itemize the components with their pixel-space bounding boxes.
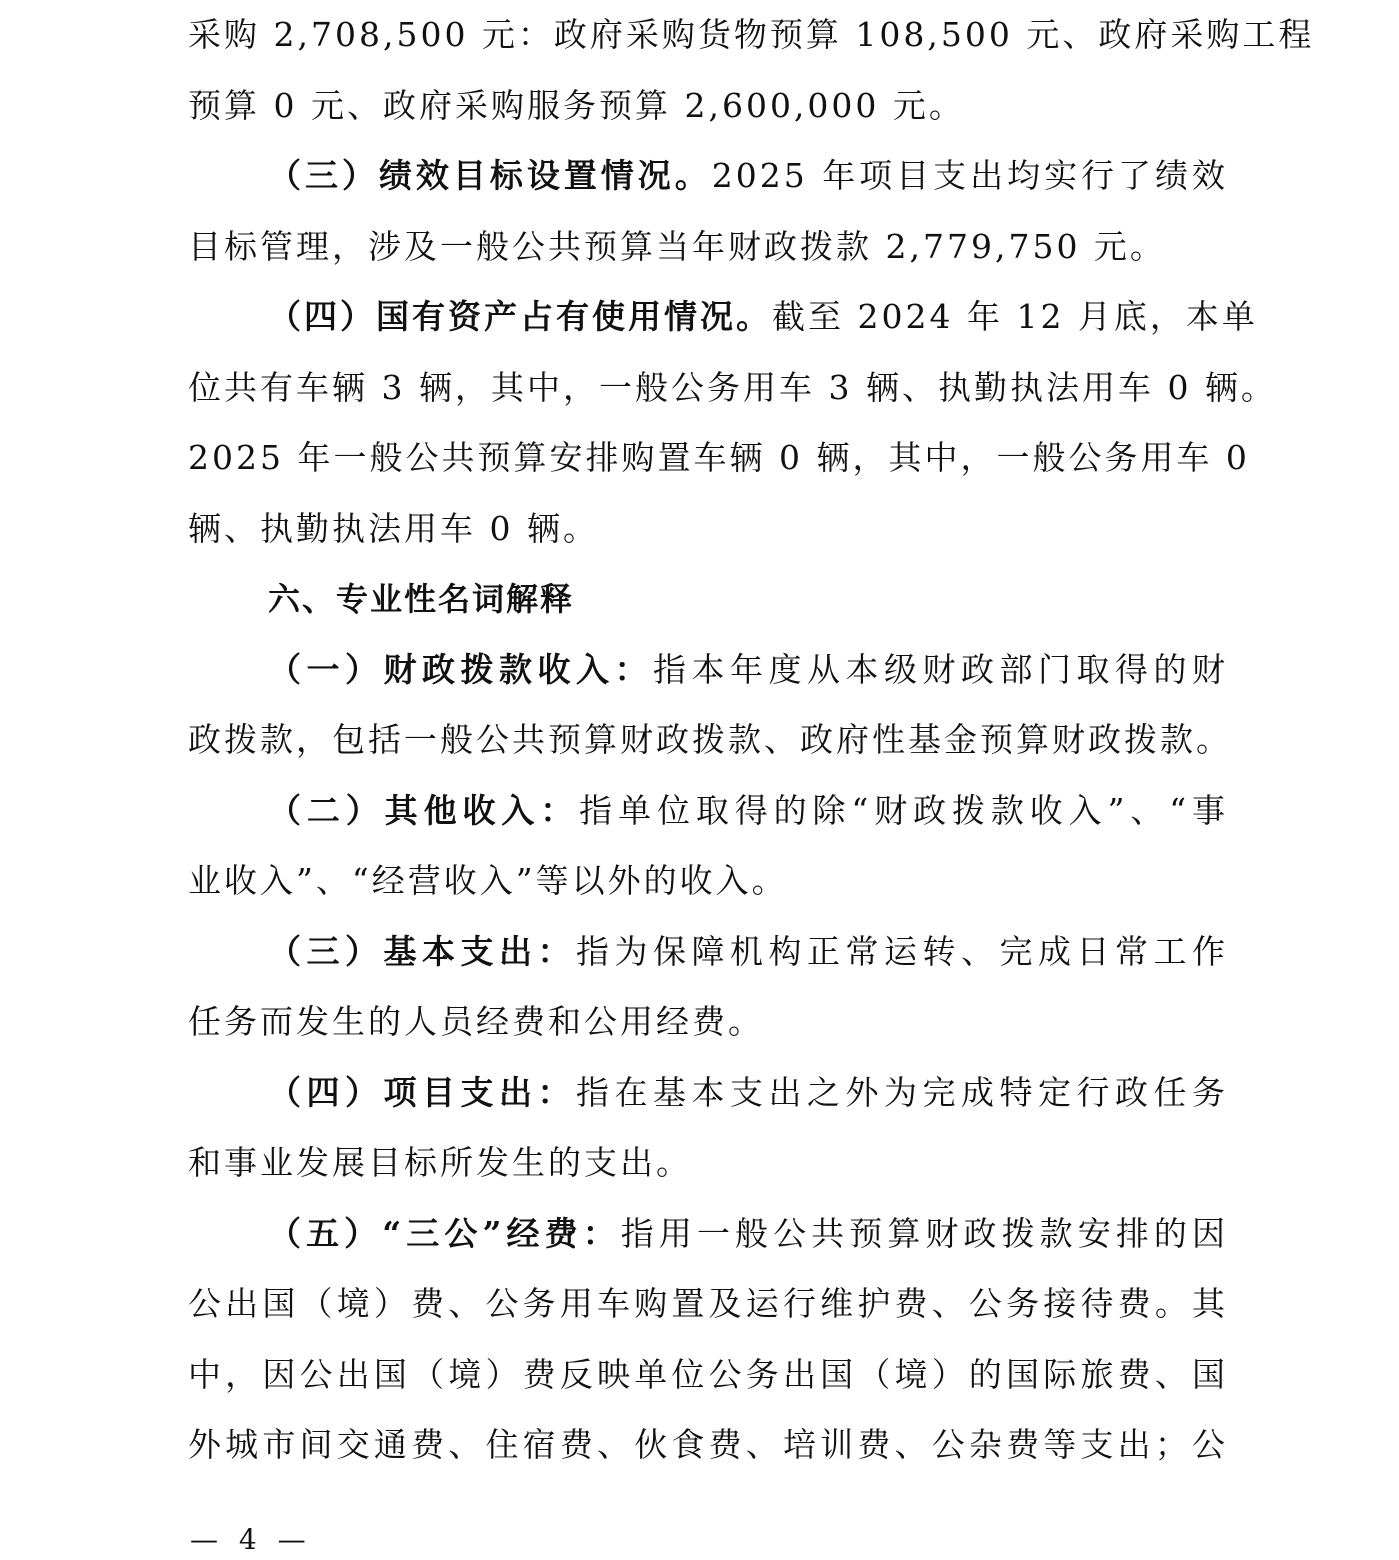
paragraph-first-line [188, 282, 1258, 353]
text-line: 预算 0 元、政府采购服务预算 2,600,000 元。 [188, 85, 965, 125]
term-label: （五）“三公”经费： [268, 1213, 621, 1253]
text-line: 和事业发展目标所发生的支出。 [188, 1143, 692, 1182]
paragraph-first-line [188, 776, 1228, 847]
page-number: — 4 — [190, 1523, 312, 1556]
term-label: （四）国有资产占有使用情况。 [268, 297, 772, 336]
text-line: 目标管理，涉及一般公共预算当年财政拨款 2,779,750 元。 [188, 226, 1166, 266]
term-definition: 指本年度从本级财政部门取得的财 [653, 649, 1228, 689]
paragraph-first-line [188, 1199, 1228, 1270]
term-definition: 2025 年项目支出均实行了绩效 [711, 156, 1228, 195]
section-heading [188, 564, 1228, 635]
text-line: 中，因公出国（境）费反映单位公务出国（境）的国际旅费、国 [188, 1354, 1228, 1394]
text-line: 采购 2,708,500 元：政府采购货物预算 108,500 元、政府采购工程 [188, 15, 1315, 54]
term-label: （三）绩效目标设置情况。 [268, 156, 712, 195]
paragraph-first-line [188, 141, 1228, 212]
text-line: 政拨款，包括一般公共预算财政拨款、政府性基金预算财政拨款。 [188, 720, 1232, 759]
text-line: 外城市间交通费、住宿费、伙食费、培训费、公杂费等支出；公 [188, 1425, 1228, 1464]
term-definition: 截至 2024 年 12 月底，本单 [772, 297, 1258, 336]
paragraph-first-line [188, 1058, 1228, 1129]
text-line: 2025 年一般公共预算安排购置车辆 0 辆，其中，一般公务用车 0 [188, 438, 1250, 477]
section-heading-text: 六、专业性名词解释 [268, 580, 575, 618]
text-line: 辆、执勤执法用车 0 辆。 [188, 508, 599, 548]
text-line: 任务而发生的人员经费和公用经费。 [188, 1002, 764, 1041]
term-definition: 指在基本支出之外为完成特定行政任务 [576, 1072, 1228, 1112]
paragraph-first-line [188, 917, 1228, 988]
term-label: （二）其他收入： [268, 790, 580, 830]
text-line: 业收入”、“经营收入”等以外的收入。 [188, 861, 788, 900]
text-line: 位共有车辆 3 辆，其中，一般公务用车 3 辆、执勤执法用车 0 辆。 [188, 367, 1277, 407]
body-text [188, 0, 1315, 1481]
term-label: （四）项目支出： [268, 1072, 576, 1112]
term-definition: 指单位取得的除“财政拨款收入”、“事 [579, 790, 1228, 830]
paragraph-first-line [188, 635, 1228, 706]
term-label: （三）基本支出： [268, 931, 576, 971]
term-definition: 指用一般公共预算财政拨款安排的因 [620, 1213, 1229, 1253]
term-definition: 指为保障机构正常运转、完成日常工作 [576, 931, 1228, 971]
term-label: （一）财政拨款收入： [268, 649, 653, 689]
text-line: 公出国（境）费、公务用车购置及运行维护费、公务接待费。其 [188, 1284, 1228, 1323]
